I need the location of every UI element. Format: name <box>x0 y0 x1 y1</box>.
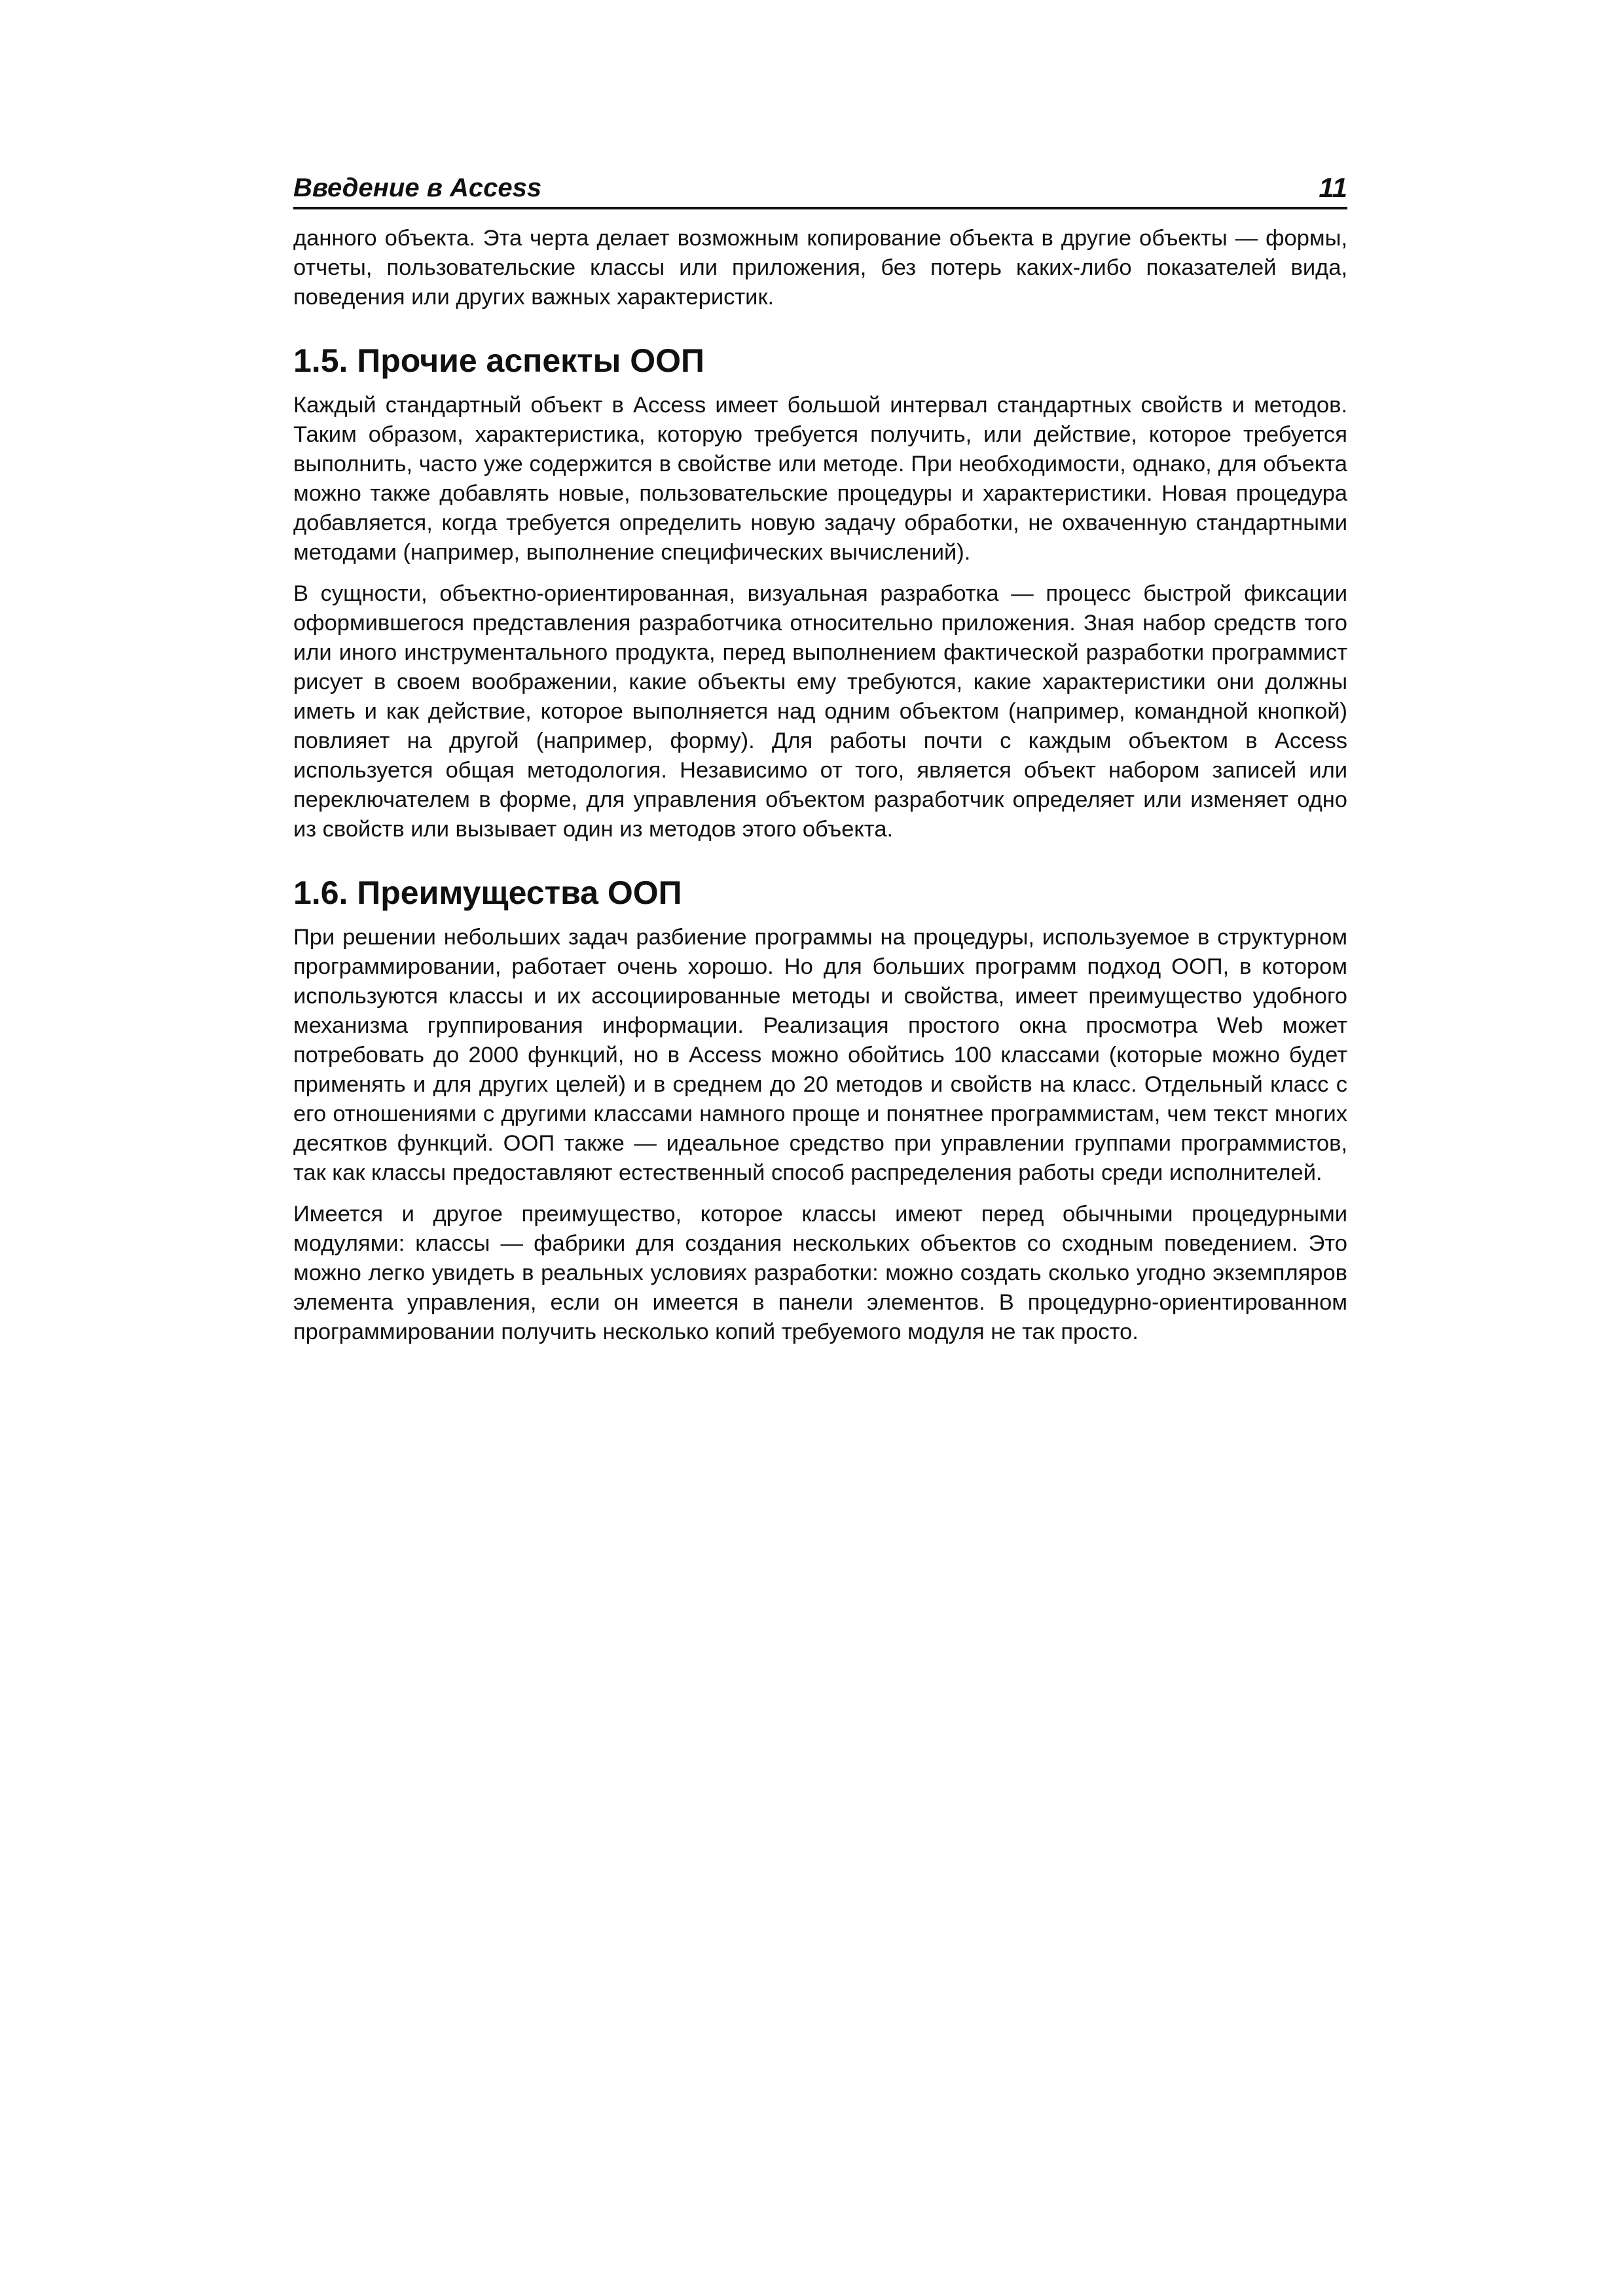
body-paragraph: Каждый стандартный объект в Access имеет большой интервал стандартных свойств и методов. Таким образом, характеристика, которую требуется получить, или действие, которое требуется выполнить, часто уже содержится в свойстве или методе. При необходимости, однако, для объекта можно также добавлять новые, пользовательские процедуры и характеристики. Новая процедура добавляется, когда требуется определить новую задачу обработки, не охваченную стандартными методами (например, выполнение специфических вычислений). <box>293 393 1347 565</box>
section-heading: 1.5. Прочие аспекты ООП <box>293 342 704 379</box>
page-number: 11 <box>1319 172 1347 203</box>
body-paragraph: При решении небольших задач разбиение программы на процедуры, используемое в структурном программировании, работает очень хорошо. Но для больших программ подход ООП, в котором используются классы и их ассоциированные методы и свойства, имеет преимущество удобного механизма группирования информации. Реализация простого окна просмотра Web может потребовать до 2000 функций, но в Access можно обойтись 100 классами (которые можно будет применять и для других целей) и в среднем до 20 методов и свойств на класс. Отдельный класс с его отношениями с другими классами намного проще и понятнее программистам, чем текст многих десятков функций. ООП также — идеальное средство при управлении группами программистов, так как классы предоставляют естественный способ распределения работы среди исполнителей. <box>293 925 1347 1185</box>
running-header <box>293 171 1347 209</box>
body-paragraph: В сущности, объектно-ориентированная, визуальная разработка — процесс быстрой фиксации оформившегося представления разработчика относительно приложения. Зная набор средств того или иного инструментального продукта, перед выполнением фактической разработки программист рисует в своем воображении, какие объекты ему требуются, какие характеристики они должны иметь и как действие, которое выполняется над одним объектом (например, командной кнопкой) повлияет на другой (например, форму). Для работы почти с каждым объектом в Access используется общая методология. Независимо от того, является объект набором записей или переключателем в форме, для управления объектом разработчик определяет или изменяет одно из свойств или вызывает один из методов этого объекта. <box>293 581 1347 842</box>
running-title: Введение в Access <box>293 173 542 202</box>
intro-paragraph: данного объекта. Эта черта делает возможным копирование объекта в другие объекты — формы, отчеты, пользовательские классы или приложения, без потерь каких-либо показателей вида, поведения или других важных характеристик. <box>293 226 1347 310</box>
book-page <box>293 171 1347 1347</box>
body-paragraph: Имеется и другое преимущество, которое классы имеют перед обычными процедурными модулями: классы — фабрики для создания нескольких объектов со сходным поведением. Это можно легко увидеть в реальных условиях разработки: можно создать сколько угодно экземпляров элемента управления, если он имеется в панели элементов. В процедурно-ориентированном программировании получить несколько копий требуемого модуля не так просто. <box>293 1202 1347 1344</box>
section-1-5 <box>293 341 1347 844</box>
section-1-6 <box>293 873 1347 1347</box>
section-heading: 1.6. Преимущества ООП <box>293 874 682 911</box>
